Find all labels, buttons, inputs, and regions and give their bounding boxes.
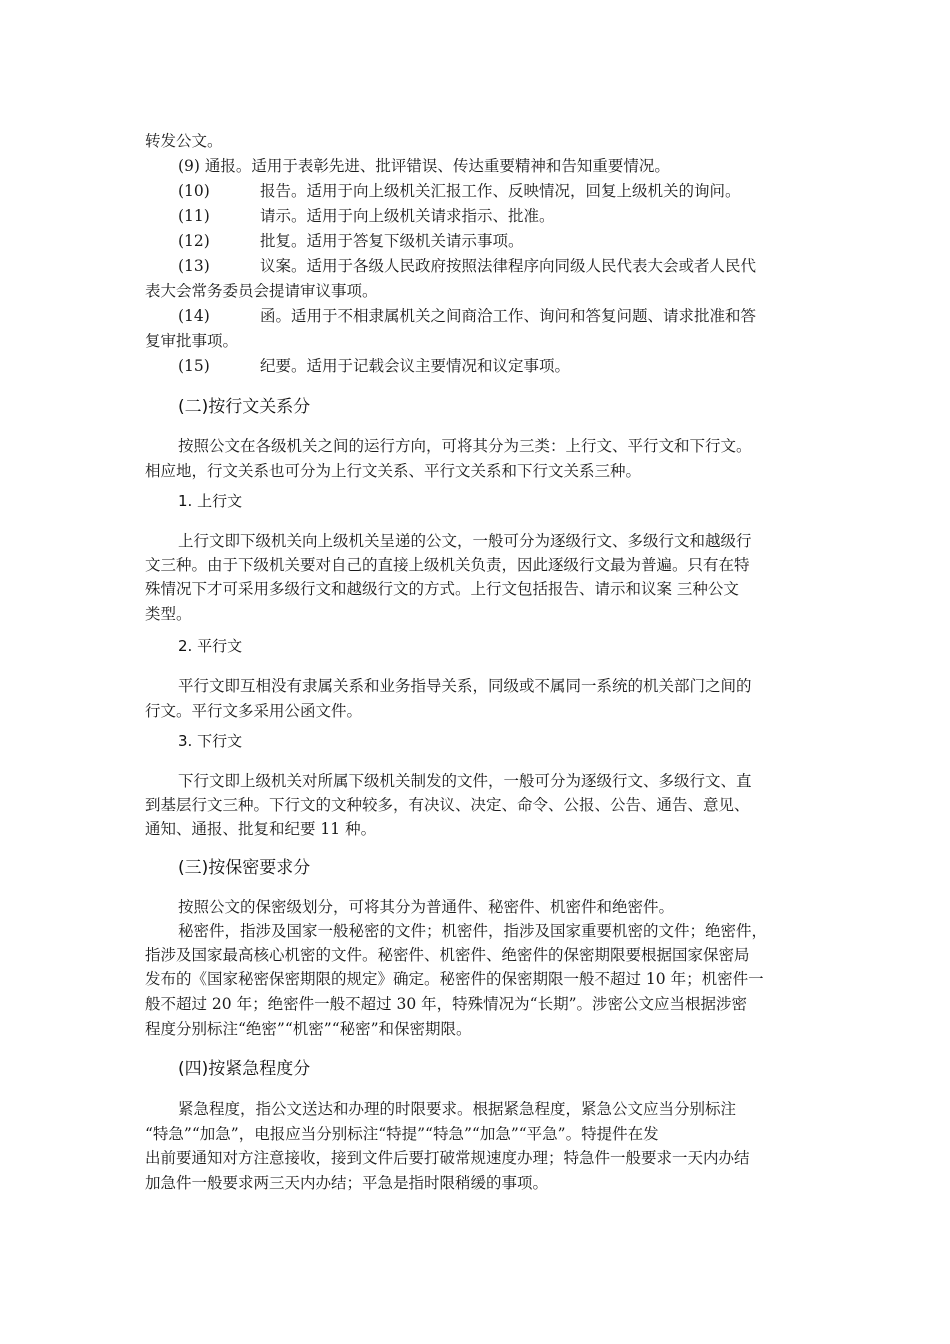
list-item: (9) 通报。适用于表彰先进、批评错误、传达重要精神和告知重要情况。 xyxy=(178,157,670,175)
list-item-number: (10) xyxy=(178,182,210,200)
paragraph-line: 相应地，行文关系也可分为上行文关系、平行文关系和下行文关系三种。 xyxy=(145,462,642,480)
paragraph-line: 按照公文在各级机关之间的运行方向，可将其分为三类：上行文、平行文和下行文。 xyxy=(178,437,752,455)
list-item-text: 议案。适用于各级人民政府按照法律程序向同级人民代表大会或者人民代 xyxy=(260,257,757,275)
list-item xyxy=(178,305,756,327)
list-item-text: 请示。适用于向上级机关请求指示、批准。 xyxy=(260,207,555,225)
paragraph-line: 般不超过 20 年；绝密件一般不超过 30 年，特殊情况为“长期”。涉密公文应当根据涉密 xyxy=(145,995,748,1013)
paragraph-line: 文三种。由于下级机关要对自己的直接上级机关负责，因此逐级行文最为普遍。只有在特 xyxy=(145,556,750,574)
paragraph-line: 转发公文。 xyxy=(145,132,223,150)
paragraph-line: 到基层行文三种。下行文的文种较多，有决议、决定、命令、公报、公告、通告、意见、 xyxy=(145,796,750,814)
paragraph-line: 类型。 xyxy=(145,605,192,623)
list-item-number: (14) xyxy=(178,307,210,325)
list-item xyxy=(178,255,756,277)
subsection-heading: 3. 下行文 xyxy=(178,732,243,750)
paragraph-line: 指涉及国家最高核心机密的文件。秘密件、机密件、绝密件的保密期限要根据国家保密局 xyxy=(145,946,750,964)
list-item-number: (12) xyxy=(178,232,210,250)
paragraph-line: 按照公文的保密级划分，可将其分为普通件、秘密件、机密件和绝密件。 xyxy=(178,898,675,916)
list-item-number: (13) xyxy=(178,257,210,275)
section-heading: (四)按紧急程度分 xyxy=(178,1059,311,1079)
list-item-text: 纪要。适用于记载会议主要情况和议定事项。 xyxy=(260,357,571,375)
paragraph-line: “特急”“加急”，电报应当分别标注“特提”“特急”“加急”“平急”。特提件在发 xyxy=(145,1125,659,1143)
list-item xyxy=(178,180,741,202)
paragraph-line: 平行文即互相没有隶属关系和业务指导关系，同级或不属同一系统的机关部门之间的 xyxy=(178,677,752,695)
paragraph-line: 表大会常务委员会提请审议事项。 xyxy=(145,282,378,300)
paragraph-line: 紧急程度，指公文送达和办理的时限要求。根据紧急程度，紧急公文应当分别标注 xyxy=(178,1100,737,1118)
list-item xyxy=(178,355,570,377)
paragraph-line: 下行文即上级机关对所属下级机关制发的文件，一般可分为逐级行文、多级行文、直 xyxy=(178,772,752,790)
subsection-heading: 2. 平行文 xyxy=(178,637,243,655)
paragraph-line: 出前要通知对方注意接收，接到文件后要打破常规速度办理；特急件一般要求一天内办结 xyxy=(145,1149,750,1167)
list-item-text: 批复。适用于答复下级机关请示事项。 xyxy=(260,232,524,250)
list-item-text: 函。适用于不相隶属机关之间商洽工作、询问和答复问题、请求批准和答 xyxy=(260,307,757,325)
paragraph-line: 殊情况下才可采用多级行文和越级行文的方式。上行文包括报告、请示和议案 三种公文 xyxy=(145,580,739,598)
paragraph-line: 复审批事项。 xyxy=(145,332,239,350)
subsection-heading: 1. 上行文 xyxy=(178,492,243,510)
paragraph-line: 行文。平行文多采用公函文件。 xyxy=(145,702,363,720)
list-item-text: 报告。适用于向上级机关汇报工作、反映情况，回复上级机关的询问。 xyxy=(260,182,741,200)
paragraph-line: 发布的《国家秘密保密期限的规定》确定。秘密件的保密期限一般不超过 10 年；机密件一 xyxy=(145,970,764,988)
list-item-number: (11) xyxy=(178,207,210,225)
section-heading: (二)按行文关系分 xyxy=(178,397,311,417)
paragraph-line: 加急件一般要求两三天内办结；平急是指时限稍缓的事项。 xyxy=(145,1174,549,1192)
list-item xyxy=(178,230,524,252)
paragraph-line: 秘密件，指涉及国家一般秘密的文件；机密件，指涉及国家重要机密的文件；绝密件， xyxy=(178,922,768,940)
paragraph-line: 程度分别标注“绝密”“机密”“秘密”和保密期限。 xyxy=(145,1020,472,1038)
list-item-number: (15) xyxy=(178,357,210,375)
paragraph-line: 上行文即下级机关向上级机关呈递的公文，一般可分为逐级行文、多级行文和越级行 xyxy=(178,532,752,550)
paragraph-line: 通知、通报、批复和纪要 11 种。 xyxy=(145,820,377,838)
list-item xyxy=(178,205,555,227)
section-heading: (三)按保密要求分 xyxy=(178,858,311,878)
